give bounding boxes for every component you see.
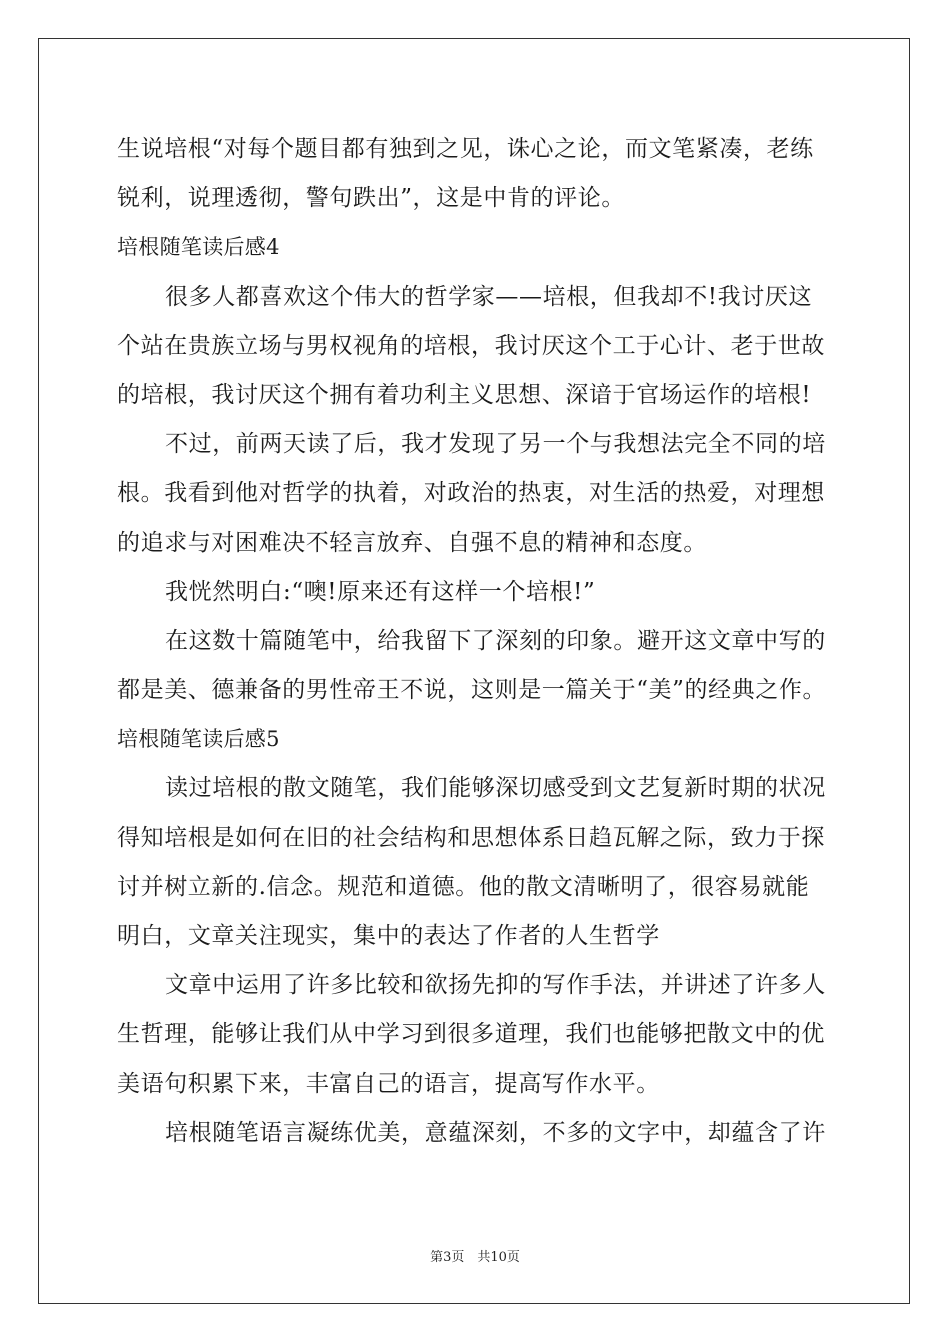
paragraph-line: 锐利，说理透彻，警句跌出”，这是中肯的评论。 xyxy=(117,185,625,212)
section-heading: 培根随笔读后感4 xyxy=(117,235,280,260)
document-body xyxy=(117,125,837,1158)
paragraph-line: 得知培根是如何在旧的社会结构和思想体系日趋瓦解之际，致力于探 xyxy=(117,824,825,851)
paragraph-line: 文章中运用了许多比较和欲扬先抑的写作手法，并讲述了许多人 xyxy=(165,972,826,999)
paragraph-line: 讨并树立新的.信念。规范和道德。他的散文清晰明了，很容易就能 xyxy=(117,873,810,900)
paragraph-line: 都是美、德兼备的男性帝王不说，这则是一篇关于“美”的经典之作。 xyxy=(117,677,827,704)
paragraph-line: 很多人都喜欢这个伟大的哲学家——培根，但我却不!我讨厌这 xyxy=(165,283,813,310)
page-footer xyxy=(0,1246,950,1265)
page-number: 第3页 共10页 xyxy=(430,1250,520,1265)
paragraph-line: 在这数十篇随笔中，给我留下了深刻的印象。避开这文章中写的 xyxy=(165,627,826,654)
paragraph-line: 个站在贵族立场与男权视角的培根，我讨厌这个工于心计、老于世故 xyxy=(117,332,825,359)
paragraph-line: 培根随笔语言凝练优美，意蕴深刻，不多的文字中，却蕴含了许 xyxy=(165,1119,826,1146)
paragraph-line: 生哲理，能够让我们从中学习到很多道理，我们也能够把散文中的优 xyxy=(117,1021,825,1048)
paragraph-line: 的追求与对困难决不轻言放弃、自强不息的精神和态度。 xyxy=(117,529,707,556)
paragraph-line: 根。我看到他对哲学的执着，对政治的热衷，对生活的热爱，对理想 xyxy=(117,480,825,507)
paragraph-line: 生说培根“对每个题目都有独到之见，诛心之论，而文笔紧凑，老练 xyxy=(117,136,814,162)
paragraph-line: 不过，前两天读了后，我才发现了另一个与我想法完全不同的培 xyxy=(165,431,826,458)
paragraph-line: 我恍然明白:“噢!原来还有这样一个培根!” xyxy=(165,578,596,605)
paragraph-line: 明白，文章关注现实，集中的表达了作者的人生哲学 xyxy=(117,923,660,949)
section-heading: 培根随笔读后感5 xyxy=(117,727,280,752)
paragraph-line: 读过培根的散文随笔，我们能够深切感受到文艺复新时期的状况 xyxy=(165,775,826,802)
paragraph-line: 美语句积累下来，丰富自己的语言，提高写作水平。 xyxy=(117,1070,660,1097)
paragraph-line: 的培根，我讨厌这个拥有着功利主义思想、深谙于官场运作的培根! xyxy=(117,381,812,408)
